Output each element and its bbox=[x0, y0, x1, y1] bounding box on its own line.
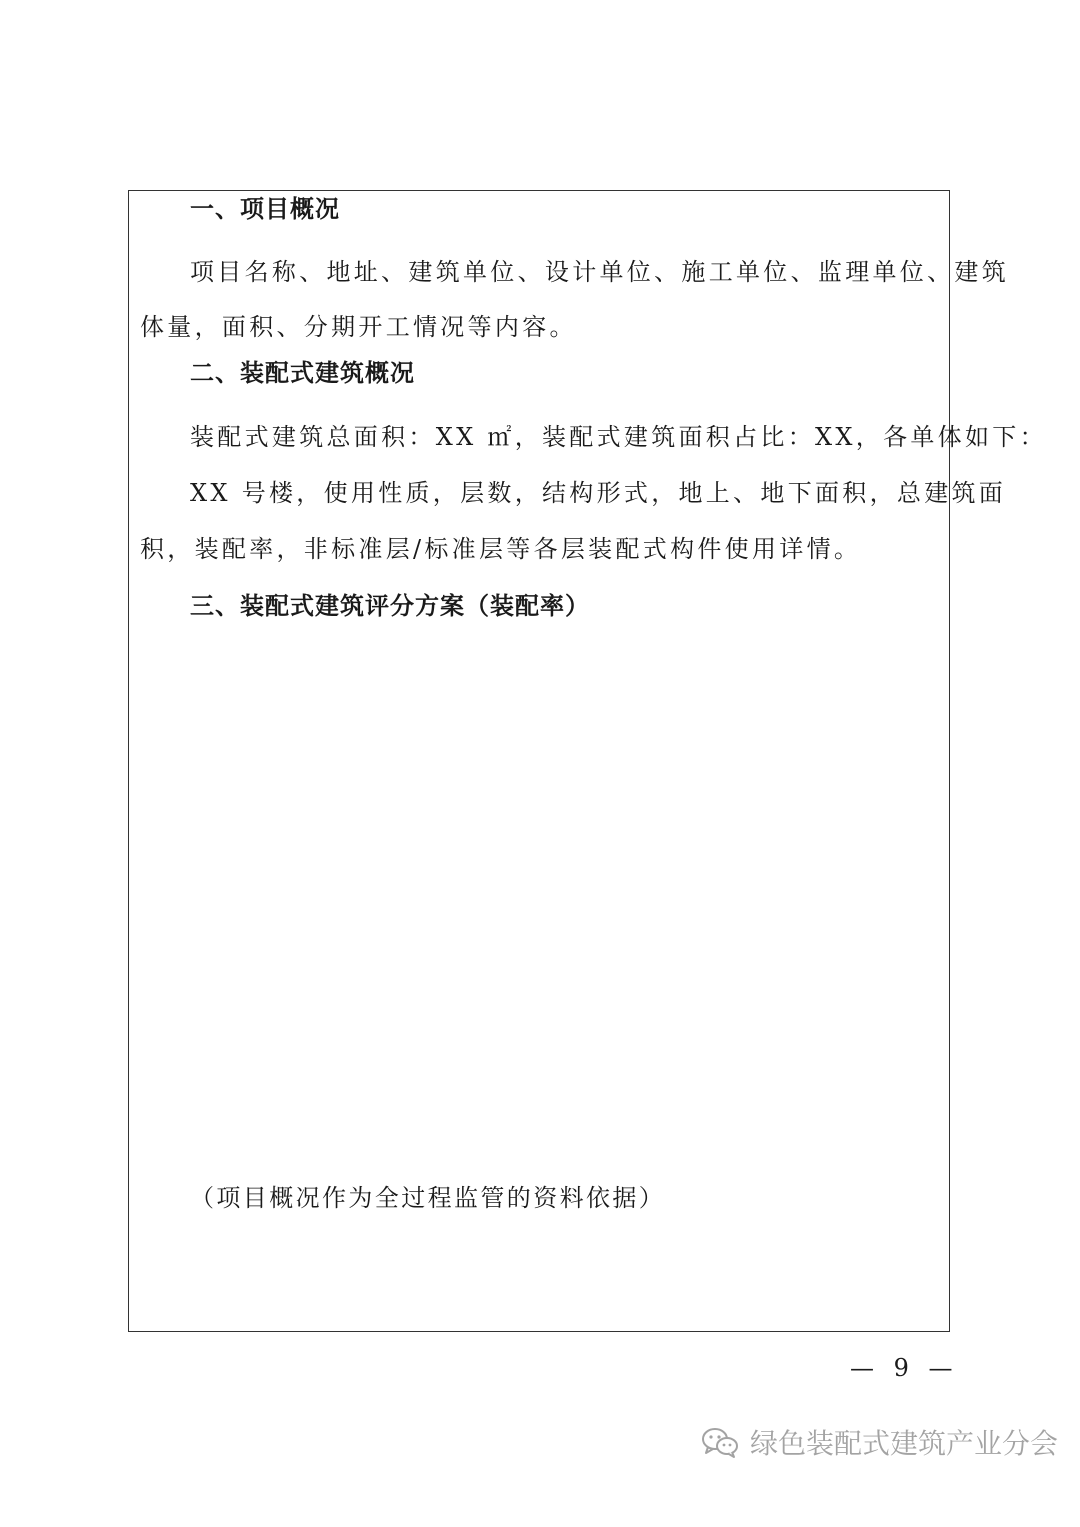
section-2-heading: 二、装配式建筑概况 bbox=[190, 359, 415, 387]
project-overview-note: （项目概况作为全过程监管的资料依据） bbox=[190, 1184, 666, 1212]
section-2-paragraph-1: 装配式建筑总面积：XX ㎡，装配式建筑面积占比：XX，各单体如下： bbox=[190, 423, 1047, 451]
section-1-heading: 一、项目概况 bbox=[190, 195, 340, 223]
section-1-paragraph-line-1: 项目名称、地址、建筑单位、设计单位、施工单位、监理单位、建筑 bbox=[190, 258, 1009, 286]
watermark bbox=[700, 1420, 1058, 1464]
wechat-icon bbox=[700, 1425, 740, 1459]
section-2-paragraph-2-line-1: XX 号楼，使用性质，层数，结构形式，地上、地下面积，总建筑面 bbox=[190, 479, 1007, 507]
section-2-paragraph-2-line-2: 积，装配率，非标准层/标准层等各层装配式构件使用详情。 bbox=[140, 535, 862, 563]
watermark-text: 绿色装配式建筑产业分会 bbox=[750, 1427, 1059, 1460]
page-number: — 9 — bbox=[850, 1354, 959, 1382]
section-3-heading: 三、装配式建筑评分方案（装配率） bbox=[190, 592, 590, 620]
section-1-paragraph-line-2: 体量，面积、分期开工情况等内容。 bbox=[140, 313, 577, 341]
